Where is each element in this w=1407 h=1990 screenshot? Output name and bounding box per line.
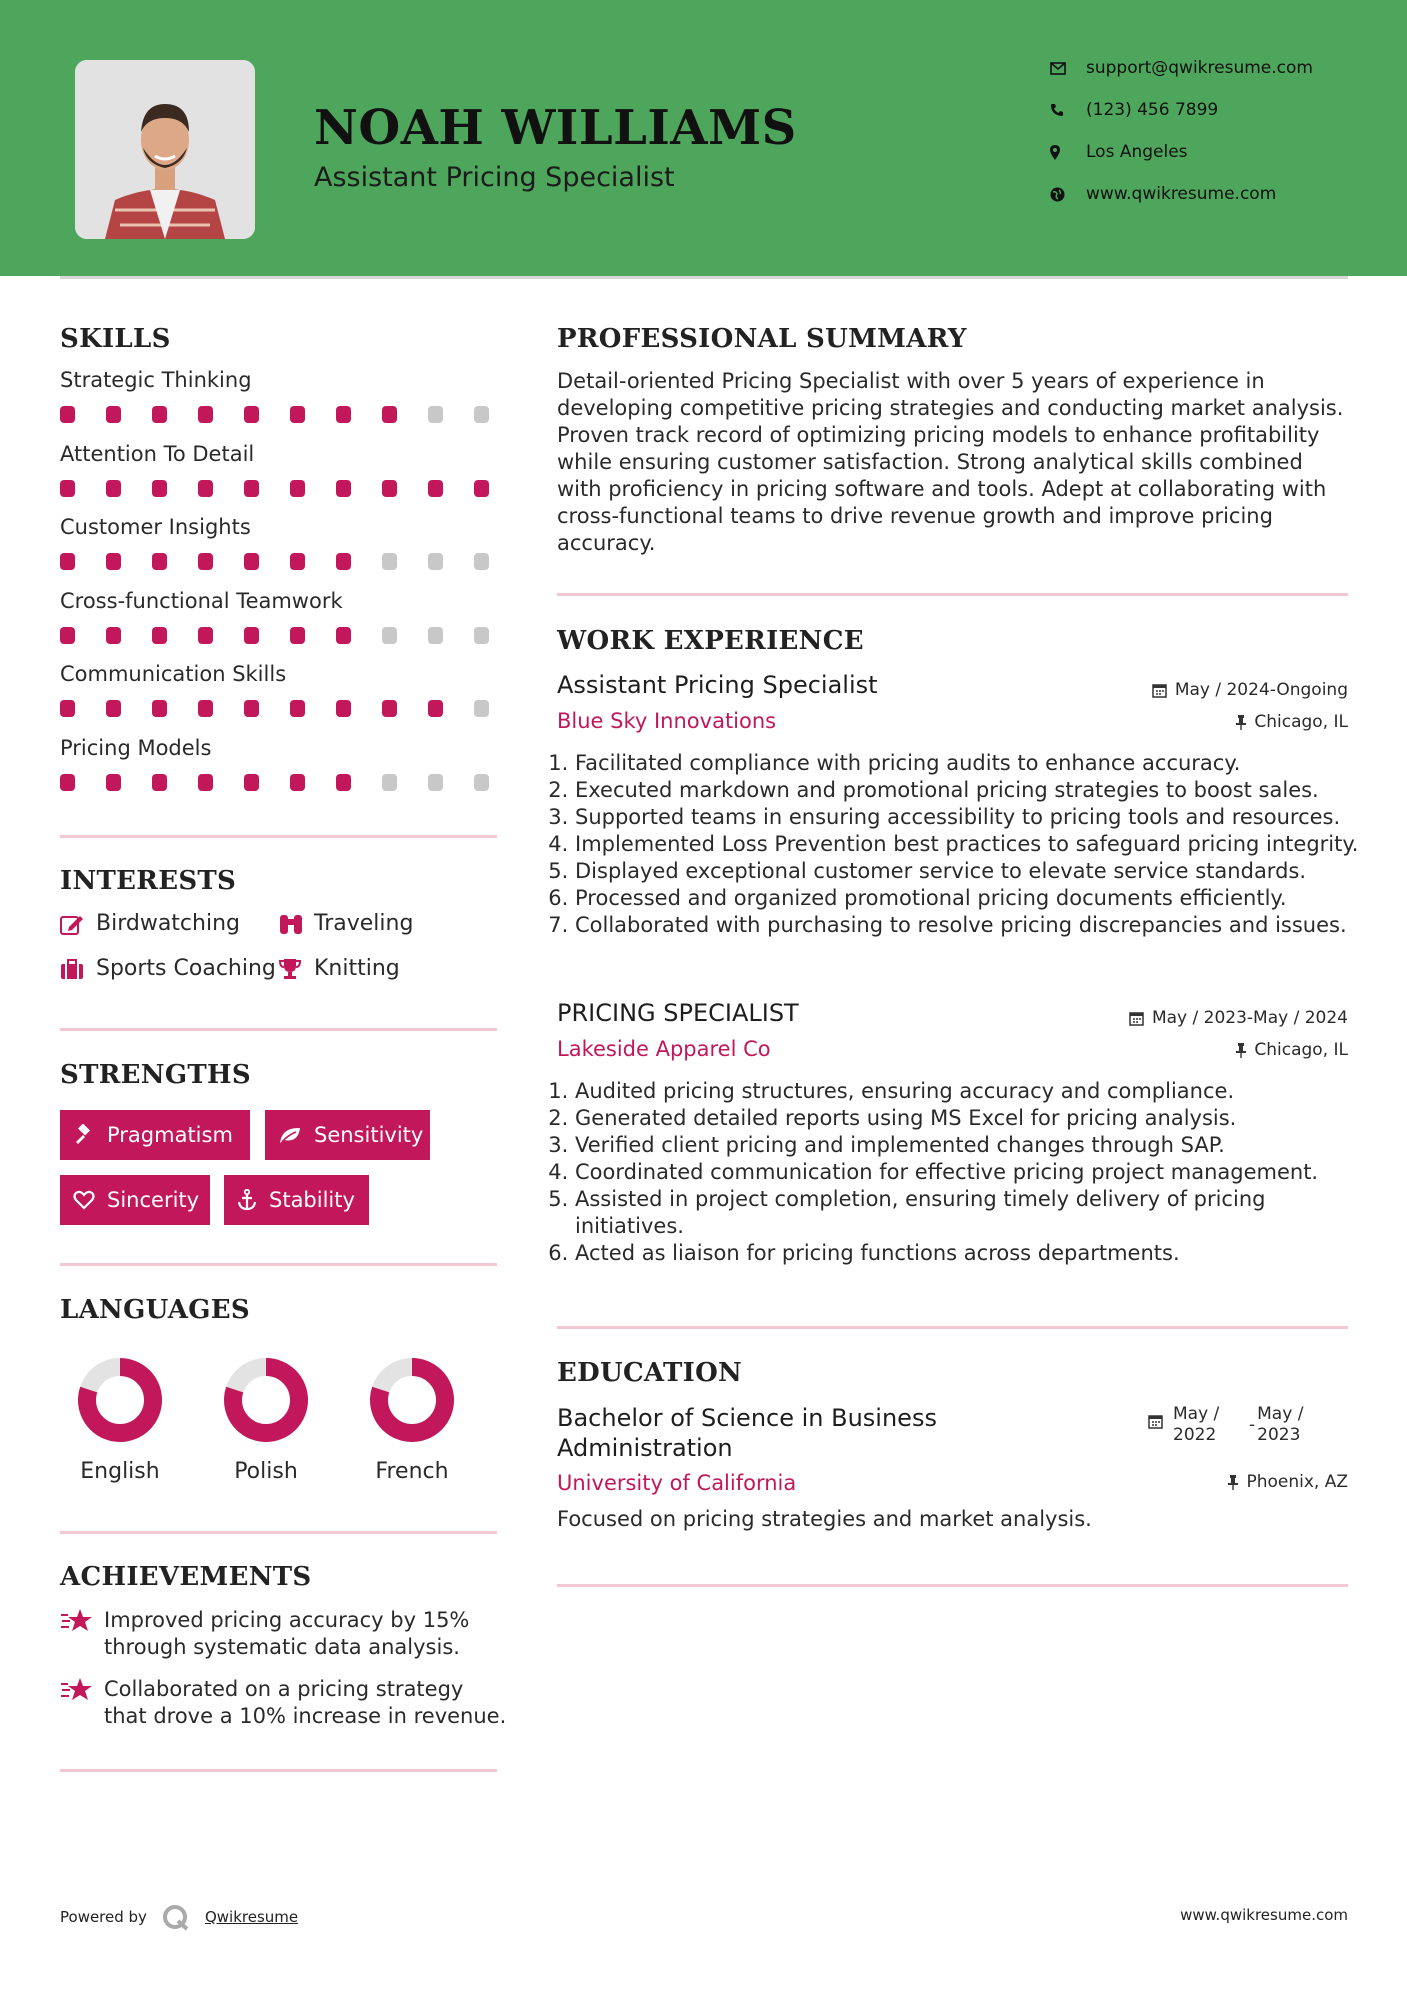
job-location-text: Chicago, IL	[1254, 712, 1348, 732]
language-label: Polish	[234, 1459, 298, 1484]
job-bullet: 5. Assisted in project completion, ensuring timely delivery of pricing initiatives.	[575, 1186, 1375, 1240]
skill-dot-filled	[60, 553, 75, 570]
achievement-item	[60, 1676, 506, 1730]
achievements-heading: ACHIEVEMENTS	[60, 1562, 312, 1592]
interests-heading: INTERESTS	[60, 866, 237, 896]
calendar-icon	[1152, 683, 1167, 698]
footer-powered	[60, 1903, 298, 1931]
skill-dot-filled	[152, 406, 167, 423]
contact-phone[interactable]	[1050, 100, 1218, 120]
section-divider	[60, 1028, 497, 1031]
skill-dot-filled	[152, 480, 167, 497]
footer-website[interactable]: www.qwikresume.com	[1180, 1906, 1348, 1924]
skill-label: Communication Skills	[60, 662, 287, 686]
skill-dot-empty	[428, 406, 443, 423]
skill-dot-filled	[336, 480, 351, 497]
degree-title-line: Administration	[557, 1434, 733, 1462]
skill-dot-empty	[474, 627, 489, 644]
job-dates	[1129, 1008, 1348, 1028]
skill-level-dots	[60, 627, 489, 644]
interest-label: Knitting	[314, 956, 400, 981]
education-location-text: Phoenix, AZ	[1246, 1472, 1348, 1492]
skill-label: Pricing Models	[60, 735, 212, 760]
section-divider	[60, 835, 497, 838]
skill-dot-filled	[60, 700, 75, 717]
achievement-text-line: that drove a 10% increase in revenue.	[104, 1704, 507, 1728]
skill-level-dots	[60, 553, 489, 570]
interest-item	[278, 956, 400, 981]
skill-dot-filled	[244, 700, 259, 717]
school-name: University of California	[557, 1471, 797, 1495]
job-location	[1236, 712, 1348, 732]
skill-dot-empty	[428, 774, 443, 791]
section-divider	[557, 1326, 1348, 1329]
section-divider	[557, 593, 1348, 596]
skill-dot-filled	[60, 406, 75, 423]
anchor-icon	[237, 1189, 257, 1211]
contact-email[interactable]	[1050, 58, 1313, 78]
binoculars-icon	[278, 913, 314, 935]
skill-dot-filled	[290, 480, 305, 497]
summary-text: Detail-oriented Pricing Specialist with over 5 years of experience in developing competitive pricing strategies and conducting market analysis. Proven track record of optimizing pricing models to enhance profitability while ensuring customer satisfaction. Strong analytical skills combined with proficiency in pricing software and tools. Adept at collaborating with cross-functional teams to drive revenue growth and improve pricing accuracy.	[557, 369, 1344, 555]
leaf-icon	[278, 1125, 302, 1145]
briefcase-icon	[60, 958, 96, 980]
education-end	[1257, 1404, 1303, 1446]
achievement-text-line: through systematic data analysis.	[104, 1635, 460, 1659]
language-donut	[367, 1355, 457, 1445]
language-label: English	[80, 1459, 160, 1484]
skill-dot-filled	[152, 627, 167, 644]
job-bullet: 7. Collaborated with purchasing to resolve pricing discrepancies and issues.	[575, 912, 1375, 939]
candidate-role: Assistant Pricing Specialist	[314, 162, 675, 193]
language-donut	[221, 1355, 311, 1445]
skill-dot-filled	[106, 480, 121, 497]
section-divider	[557, 1584, 1348, 1587]
profile-photo	[75, 60, 255, 239]
skill-level-dots	[60, 406, 489, 423]
languages-heading: LANGUAGES	[60, 1295, 250, 1325]
skills-heading: SKILLS	[60, 324, 171, 354]
skill-dot-empty	[474, 700, 489, 717]
heart-icon	[73, 1190, 95, 1210]
job-title: Assistant Pricing Specialist	[557, 671, 878, 699]
language-item	[206, 1355, 326, 1484]
company-name: Lakeside Apparel Co	[557, 1037, 771, 1061]
section-divider	[60, 1769, 497, 1772]
globe-icon	[1050, 187, 1086, 202]
skill-dot-empty	[474, 774, 489, 791]
date-separator: -	[1249, 1415, 1256, 1435]
language-donut	[75, 1355, 165, 1445]
job-bullet: 3. Verified client pricing and implemented changes through SAP.	[575, 1132, 1375, 1159]
candidate-name: NOAH WILLIAMS	[314, 100, 797, 156]
education-end-year: 2023	[1257, 1425, 1301, 1445]
job-dates-text: May / 2023-May / 2024	[1151, 1008, 1348, 1028]
strength-label: Pragmatism	[107, 1123, 233, 1147]
skill-dot-filled	[382, 406, 397, 423]
job-bullets	[557, 1078, 1375, 1267]
job-bullets	[557, 750, 1375, 939]
skill-dot-filled	[382, 480, 397, 497]
skill-dot-empty	[474, 406, 489, 423]
skill-dot-filled	[244, 774, 259, 791]
calendar-icon	[1148, 1414, 1163, 1429]
skill-dot-filled	[336, 774, 351, 791]
language-item	[352, 1355, 472, 1484]
skill-dot-filled	[290, 774, 305, 791]
job-bullet: 2. Executed markdown and promotional pricing strategies to boost sales.	[575, 777, 1375, 804]
pin-icon	[1236, 1043, 1246, 1058]
skill-dot-filled	[244, 553, 259, 570]
job-title: PRICING SPECIALIST	[557, 999, 799, 1027]
job-bullet: 6. Processed and organized promotional pricing documents efficiently.	[575, 885, 1375, 912]
map-pin-icon	[1050, 145, 1086, 160]
skill-level-dots	[60, 700, 489, 717]
powered-by-text: Powered by	[60, 1908, 147, 1926]
skill-dot-filled	[336, 553, 351, 570]
job-bullet: 3. Supported teams in ensuring accessibility to pricing tools and resources.	[575, 804, 1375, 831]
skill-dot-empty	[382, 627, 397, 644]
skill-dot-filled	[428, 700, 443, 717]
skill-dot-filled	[244, 480, 259, 497]
phone-icon	[1050, 103, 1086, 117]
skill-dot-filled	[152, 700, 167, 717]
skill-dot-filled	[198, 480, 213, 497]
skill-dot-filled	[428, 480, 443, 497]
experience-heading: WORK EXPERIENCE	[557, 626, 864, 656]
skill-dot-filled	[60, 627, 75, 644]
interest-label: Sports Coaching	[96, 956, 276, 981]
star-icon	[60, 1676, 104, 1730]
envelope-icon	[1050, 62, 1086, 75]
edit-icon	[60, 913, 96, 935]
section-divider	[60, 1263, 497, 1266]
job-bullet: 6. Acted as liaison for pricing functions across departments.	[575, 1240, 1375, 1267]
skill-dot-filled	[198, 774, 213, 791]
skill-dot-filled	[244, 627, 259, 644]
education-start	[1173, 1404, 1249, 1446]
summary-heading: PROFESSIONAL SUMMARY	[557, 324, 967, 354]
job-bullet: 4. Coordinated communication for effective pricing project management.	[575, 1159, 1375, 1186]
contact-location	[1050, 142, 1188, 162]
skill-dot-filled	[106, 627, 121, 644]
skill-dot-filled	[152, 774, 167, 791]
skill-dot-filled	[290, 700, 305, 717]
skill-dot-filled	[336, 700, 351, 717]
strength-badge	[224, 1175, 369, 1225]
skill-dot-filled	[106, 774, 121, 791]
skill-label: Cross-functional Teamwork	[60, 588, 343, 613]
skill-dot-empty	[382, 774, 397, 791]
education-start-year: 2022	[1173, 1425, 1217, 1445]
strengths-heading: STRENGTHS	[60, 1060, 251, 1090]
skill-label: Attention To Detail	[60, 441, 255, 466]
skill-dot-filled	[336, 406, 351, 423]
job-dates-text: May / 2024-Ongoing	[1174, 680, 1348, 700]
qwikresume-logo-icon	[161, 1903, 191, 1931]
strength-label: Sincerity	[107, 1188, 200, 1212]
education-heading: EDUCATION	[557, 1358, 743, 1388]
skill-dot-empty	[428, 627, 443, 644]
education-end-month: May /	[1257, 1404, 1304, 1424]
skill-dot-filled	[60, 774, 75, 791]
header-divider	[60, 276, 1348, 279]
strength-label: Stability	[269, 1188, 355, 1212]
skill-dot-filled	[198, 700, 213, 717]
skill-level-dots	[60, 480, 489, 497]
skill-dot-filled	[106, 553, 121, 570]
job-location	[1236, 1040, 1348, 1060]
section-divider	[60, 1531, 497, 1534]
interest-item	[60, 956, 276, 981]
qwikresume-link[interactable]: Qwikresume	[204, 1908, 299, 1926]
skill-dot-filled	[198, 553, 213, 570]
interest-label: Traveling	[314, 911, 414, 936]
interest-item	[278, 911, 413, 936]
job-dates	[1152, 680, 1348, 700]
strength-badge	[60, 1175, 210, 1225]
skill-dot-filled	[382, 700, 397, 717]
skill-dot-empty	[428, 553, 443, 570]
contact-email-text: support@qwikresume.com	[1086, 58, 1313, 78]
pin-icon	[1236, 715, 1246, 730]
trophy-icon	[278, 958, 314, 980]
skill-dot-filled	[152, 553, 167, 570]
skill-dot-empty	[474, 553, 489, 570]
skill-label: Strategic Thinking	[60, 368, 252, 392]
contact-location-text: Los Angeles	[1086, 142, 1188, 162]
interest-item	[60, 911, 240, 936]
education-dates	[1148, 1404, 1303, 1446]
gavel-icon	[73, 1124, 95, 1146]
calendar-icon	[1129, 1011, 1144, 1026]
language-label: French	[375, 1459, 449, 1484]
contact-website-text: www.qwikresume.com	[1086, 184, 1277, 204]
contact-phone-text: (123) 456 7899	[1086, 100, 1219, 120]
interest-label: Birdwatching	[96, 911, 240, 936]
skill-dot-filled	[106, 700, 121, 717]
education-start-month: May /	[1173, 1404, 1220, 1424]
education-location	[1228, 1472, 1348, 1492]
skill-dot-empty	[382, 553, 397, 570]
language-item	[60, 1355, 180, 1484]
contact-website[interactable]	[1050, 184, 1276, 204]
achievement-item	[60, 1607, 469, 1661]
job-bullet: 1. Facilitated compliance with pricing audits to enhance accuracy.	[575, 750, 1375, 777]
skill-dot-filled	[60, 480, 75, 497]
job-bullet: 2. Generated detailed reports using MS Excel for pricing analysis.	[575, 1105, 1375, 1132]
job-bullet: 1. Audited pricing structures, ensuring accuracy and compliance.	[575, 1078, 1375, 1105]
skill-dot-filled	[244, 406, 259, 423]
skill-dot-filled	[336, 627, 351, 644]
star-icon	[60, 1607, 104, 1661]
skill-label: Customer Insights	[60, 515, 251, 539]
skill-dot-filled	[198, 627, 213, 644]
job-location-text: Chicago, IL	[1254, 1040, 1348, 1060]
education-description: Focused on pricing strategies and market analysis.	[557, 1507, 1092, 1531]
skill-dot-filled	[290, 406, 305, 423]
job-bullet: 4. Implemented Loss Prevention best practices to safeguard pricing integrity.	[575, 831, 1375, 858]
strength-badge	[265, 1110, 430, 1160]
company-name: Blue Sky Innovations	[557, 709, 777, 733]
skill-dot-filled	[290, 627, 305, 644]
skill-level-dots	[60, 774, 489, 791]
degree-title-line: Bachelor of Science in Business	[557, 1404, 937, 1432]
degree-title	[557, 1403, 937, 1463]
achievement-text-line: Collaborated on a pricing strategy	[104, 1677, 464, 1701]
skill-dot-filled	[474, 480, 489, 497]
job-bullet: 5. Displayed exceptional customer service to elevate service standards.	[575, 858, 1375, 885]
pin-icon	[1228, 1475, 1238, 1490]
skill-dot-filled	[198, 406, 213, 423]
strength-label: Sensitivity	[314, 1123, 424, 1147]
strength-badge	[60, 1110, 250, 1160]
achievement-text-line: Improved pricing accuracy by 15%	[104, 1608, 470, 1632]
skill-dot-filled	[106, 406, 121, 423]
skill-dot-filled	[290, 553, 305, 570]
header-banner	[0, 0, 1407, 276]
